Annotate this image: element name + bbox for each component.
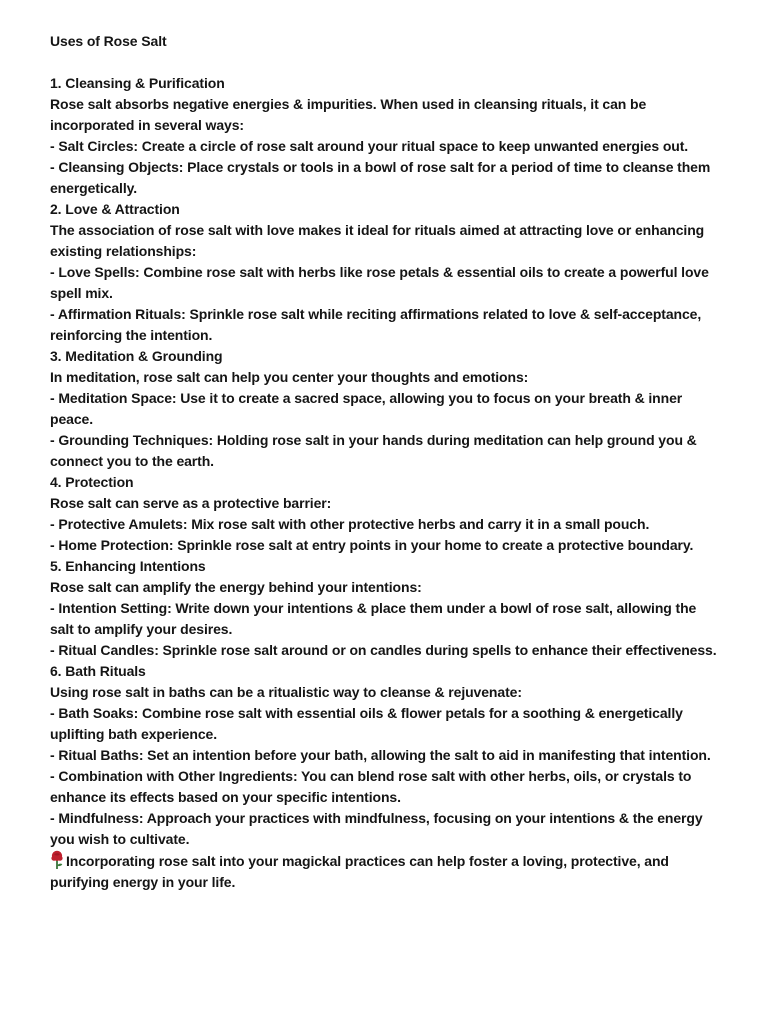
section-heading-4: 4. Protection bbox=[50, 474, 134, 490]
bullet-item: - Affirmation Rituals: Sprinkle rose salt while reciting affirmations related to love & self-acceptance, reinforcing the intention. bbox=[50, 306, 702, 343]
section-intro-6: Using rose salt in baths can be a ritualistic way to cleanse & rejuvenate: bbox=[50, 684, 522, 700]
bullet-item: - Love Spells: Combine rose salt with herbs like rose petals & essential oils to create a powerful love spell mix. bbox=[50, 264, 709, 301]
bullet-item: - Home Protection: Sprinkle rose salt at entry points in your home to create a protective boundary. bbox=[50, 537, 694, 553]
bullet-item: - Mindfulness: Approach your practices with mindfulness, focusing on your intentions & the energy you wish to cultivate. bbox=[50, 810, 703, 847]
section-heading-3: 3. Meditation & Grounding bbox=[50, 348, 223, 364]
bullet-item: - Ritual Baths: Set an intention before your bath, allowing the salt to aid in manifesting that intention. bbox=[50, 747, 711, 763]
bullet-item: - Meditation Space: Use it to create a sacred space, allowing you to focus on your breath & inner peace. bbox=[50, 390, 683, 427]
section-intro-2: The association of rose salt with love makes it ideal for rituals aimed at attracting love or enhancing existing relationships: bbox=[50, 222, 705, 259]
bullet-item: - Salt Circles: Create a circle of rose salt around your ritual space to keep unwanted energies out. bbox=[50, 138, 689, 154]
section-intro-5: Rose salt can amplify the energy behind your intentions: bbox=[50, 579, 422, 595]
section-intro-3: In meditation, rose salt can help you center your thoughts and emotions: bbox=[50, 369, 529, 385]
blank-line bbox=[50, 52, 722, 73]
bullet-item: - Cleansing Objects: Place crystals or tools in a bowl of rose salt for a period of time to cleanse them energetically. bbox=[50, 159, 711, 196]
closing-paragraph bbox=[50, 850, 722, 893]
section-heading-2: 2. Love & Attraction bbox=[50, 201, 180, 217]
section-intro-4: Rose salt can serve as a protective barrier: bbox=[50, 495, 332, 511]
section-heading-5: 5. Enhancing Intentions bbox=[50, 558, 206, 574]
closing-text: Incorporating rose salt into your magickal practices can help foster a loving, protective, and purifying energy in your life. bbox=[50, 853, 669, 890]
bullet-item: - Protective Amulets: Mix rose salt with other protective herbs and carry it in a small pouch. bbox=[50, 516, 650, 532]
bullet-item: - Ritual Candles: Sprinkle rose salt around or on candles during spells to enhance their effectiveness. bbox=[50, 642, 717, 658]
bullet-item: - Intention Setting: Write down your intentions & place them under a bowl of rose salt, allowing the salt to amplify your desires. bbox=[50, 600, 697, 637]
section-heading-1: 1. Cleansing & Purification bbox=[50, 75, 225, 91]
bullet-item: - Grounding Techniques: Holding rose salt in your hands during meditation can help ground you & connect you to the earth. bbox=[50, 432, 697, 469]
bullet-item: - Combination with Other Ingredients: You can blend rose salt with other herbs, oils, or crystals to enhance its effects based on your specific intentions. bbox=[50, 768, 692, 805]
bullet-item: - Bath Soaks: Combine rose salt with essential oils & flower petals for a soothing & energetically uplifting bath experience. bbox=[50, 705, 683, 742]
section-intro-1: Rose salt absorbs negative energies & impurities. When used in cleansing rituals, it can be incorporated in several ways: bbox=[50, 96, 647, 133]
rose-salt-document bbox=[50, 31, 722, 893]
section-heading-6: 6. Bath Rituals bbox=[50, 663, 146, 679]
rose-icon bbox=[50, 850, 64, 870]
sections-container bbox=[50, 73, 722, 850]
page-title: Uses of Rose Salt bbox=[50, 33, 167, 49]
